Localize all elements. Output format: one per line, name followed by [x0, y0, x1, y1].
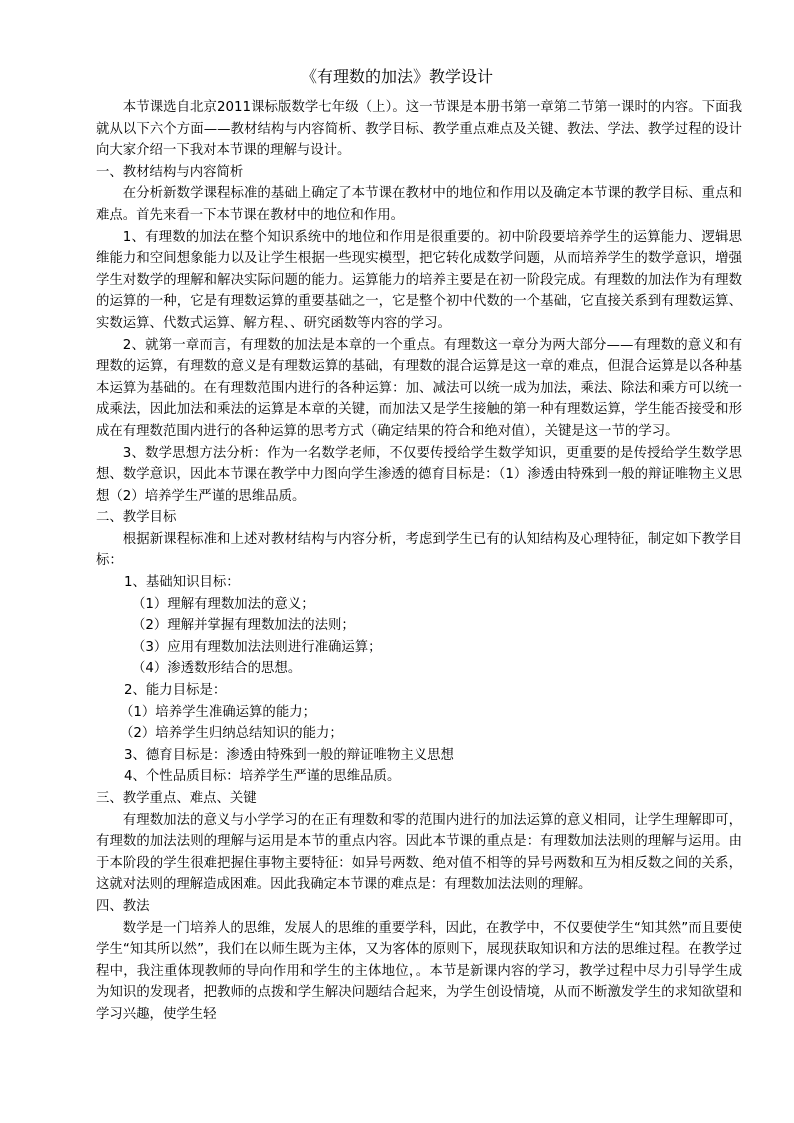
list-item: （2）培养学生归纳总结知识的能力； [120, 726, 343, 742]
list-heading: 2、能力目标是： [124, 683, 227, 699]
section-heading-1: 一、教材结构与内容简析 [96, 164, 244, 180]
body-paragraph: 在分析新数学课程标准的基础上确定了本节课在教材中的地位和作用以及确定本节课的教学目标、重点和难点。首先来看一下本节课在教材中的地位和作用。 [96, 186, 742, 223]
list-heading: 4、个性品质目标：培养学生严谨的思维品质。 [124, 769, 401, 785]
list-item: （1）理解有理数加法的意义； [132, 596, 315, 612]
body-paragraph: 数学是一门培养人的思维，发展人的思维的重要学科，因此，在教学中，不仅要使学生“知其然”而且要使学生“知其所以然”，我们在以师生既为主体，又为客体的原则下，展现获取知识和方法的思维过程。在教学过程中，我注重体现教师的导向作用和学生的主体地位，。本节是新课内容的学习，教学过程中尽力引导学生成为知识的发现者，把教师的点拨和学生解决问题结合起来，为学生创设情境，从而不断激发学生的求知欲望和学习兴趣，使学生轻 [96, 920, 742, 1022]
body-paragraph: 有理数加法的意义与小学学习的在正有理数和零的范围内进行的加法运算的意义相同，让学生理解即可，有理数的加法法则的理解与运用是本节的重点内容。因此本节课的重点是：有理数加法法则的理解与运用。由于本阶段的学生很难把握住事物主要特征：如异号两数、绝对值不相等的异号两数和互为相反数之间的关系，这就对法则的理解造成困难。因此我确定本节课的难点是：有理数加法法则的理解。 [96, 812, 742, 893]
section-heading-4: 四、教法 [96, 898, 150, 914]
body-paragraph: 3、数学思想方法分析：作为一名数学老师，不仅要传授给学生数学知识，更重要的是传授给学生数学思想、数学意识，因此本节课在教学中力图向学生渗透的德育目标是：（1）渗透由特殊到一般的辩证唯物主义思想（2）培养学生严谨的思维品质。 [96, 445, 742, 504]
body-paragraph: 2、就第一章而言，有理数的加法是本章的一个重点。有理数这一章分为两大部分——有理数的意义和有理数的运算，有理数的意义是有理数运算的基础，有理数的混合运算是这一章的难点，但混合运算是以各种基本运算为基础的。在有理数范围内进行的各种运算：加、减法可以统一成为加法，乘法、除法和乘方可以统一成乘法，因此加法和乘法的运算是本章的关键，而加法又是学生接触的第一种有理数运算，学生能否接受和形成在有理数范围内进行的各种运算的思考方式（确定结果的符合和绝对值），关键是这一节的学习。 [96, 337, 742, 439]
list-heading: 3、德育目标是：渗透由特殊到一般的辩证唯物主义思想 [124, 747, 454, 763]
list-item: （1）培养学生准确运算的能力； [120, 704, 316, 720]
body-paragraph: 1、有理数的加法在整个知识系统中的地位和作用是很重要的。初中阶段要培养学生的运算能力、逻辑思维能力和空间想象能力以及让学生根据一些现实模型，把它转化成数学问题，从而培养学生的数学意识，增强学生对数学的理解和解决实际问题的能力。运算能力的培养主要是在初一阶段完成。有理数的加法作为有理数的运算的一种，它是有理数运算的重要基础之一，它是整个初中代数的一个基础，它直接关系到有理数运算、实数运算、代数式运算、解方程、、研究函数等内容的学习。 [96, 229, 742, 331]
list-item: （3）应用有理数加法法则进行准确运算； [132, 639, 382, 655]
intro-paragraph: 本节课选自北京2011课标版数学七年级（上）。这一节课是本册书第一章第二节第一课时的内容。下面我就从以下六个方面——教材结构与内容简析、教学目标、教学重点难点及关键、教法、学法、教学过程的设计向大家介绍一下我对本节课的理解与设计。 [96, 100, 742, 159]
section-heading-2: 二、教学目标 [96, 510, 177, 526]
document-title: 《有理数的加法》教学设计 [300, 67, 493, 86]
body-paragraph: 根据新课程标准和上述对教材结构与内容分析，考虑到学生已有的认知结构及心理特征，制定如下教学目标： [96, 531, 742, 569]
list-item: （2）理解并掌握有理数加法的法则； [132, 618, 355, 634]
list-heading: 1、基础知识目标： [124, 575, 240, 591]
list-item: （4）渗透数形结合的思想。 [132, 661, 302, 677]
document-body [96, 97, 742, 1026]
section-heading-3: 三、教学重点、难点、关键 [96, 791, 257, 806]
